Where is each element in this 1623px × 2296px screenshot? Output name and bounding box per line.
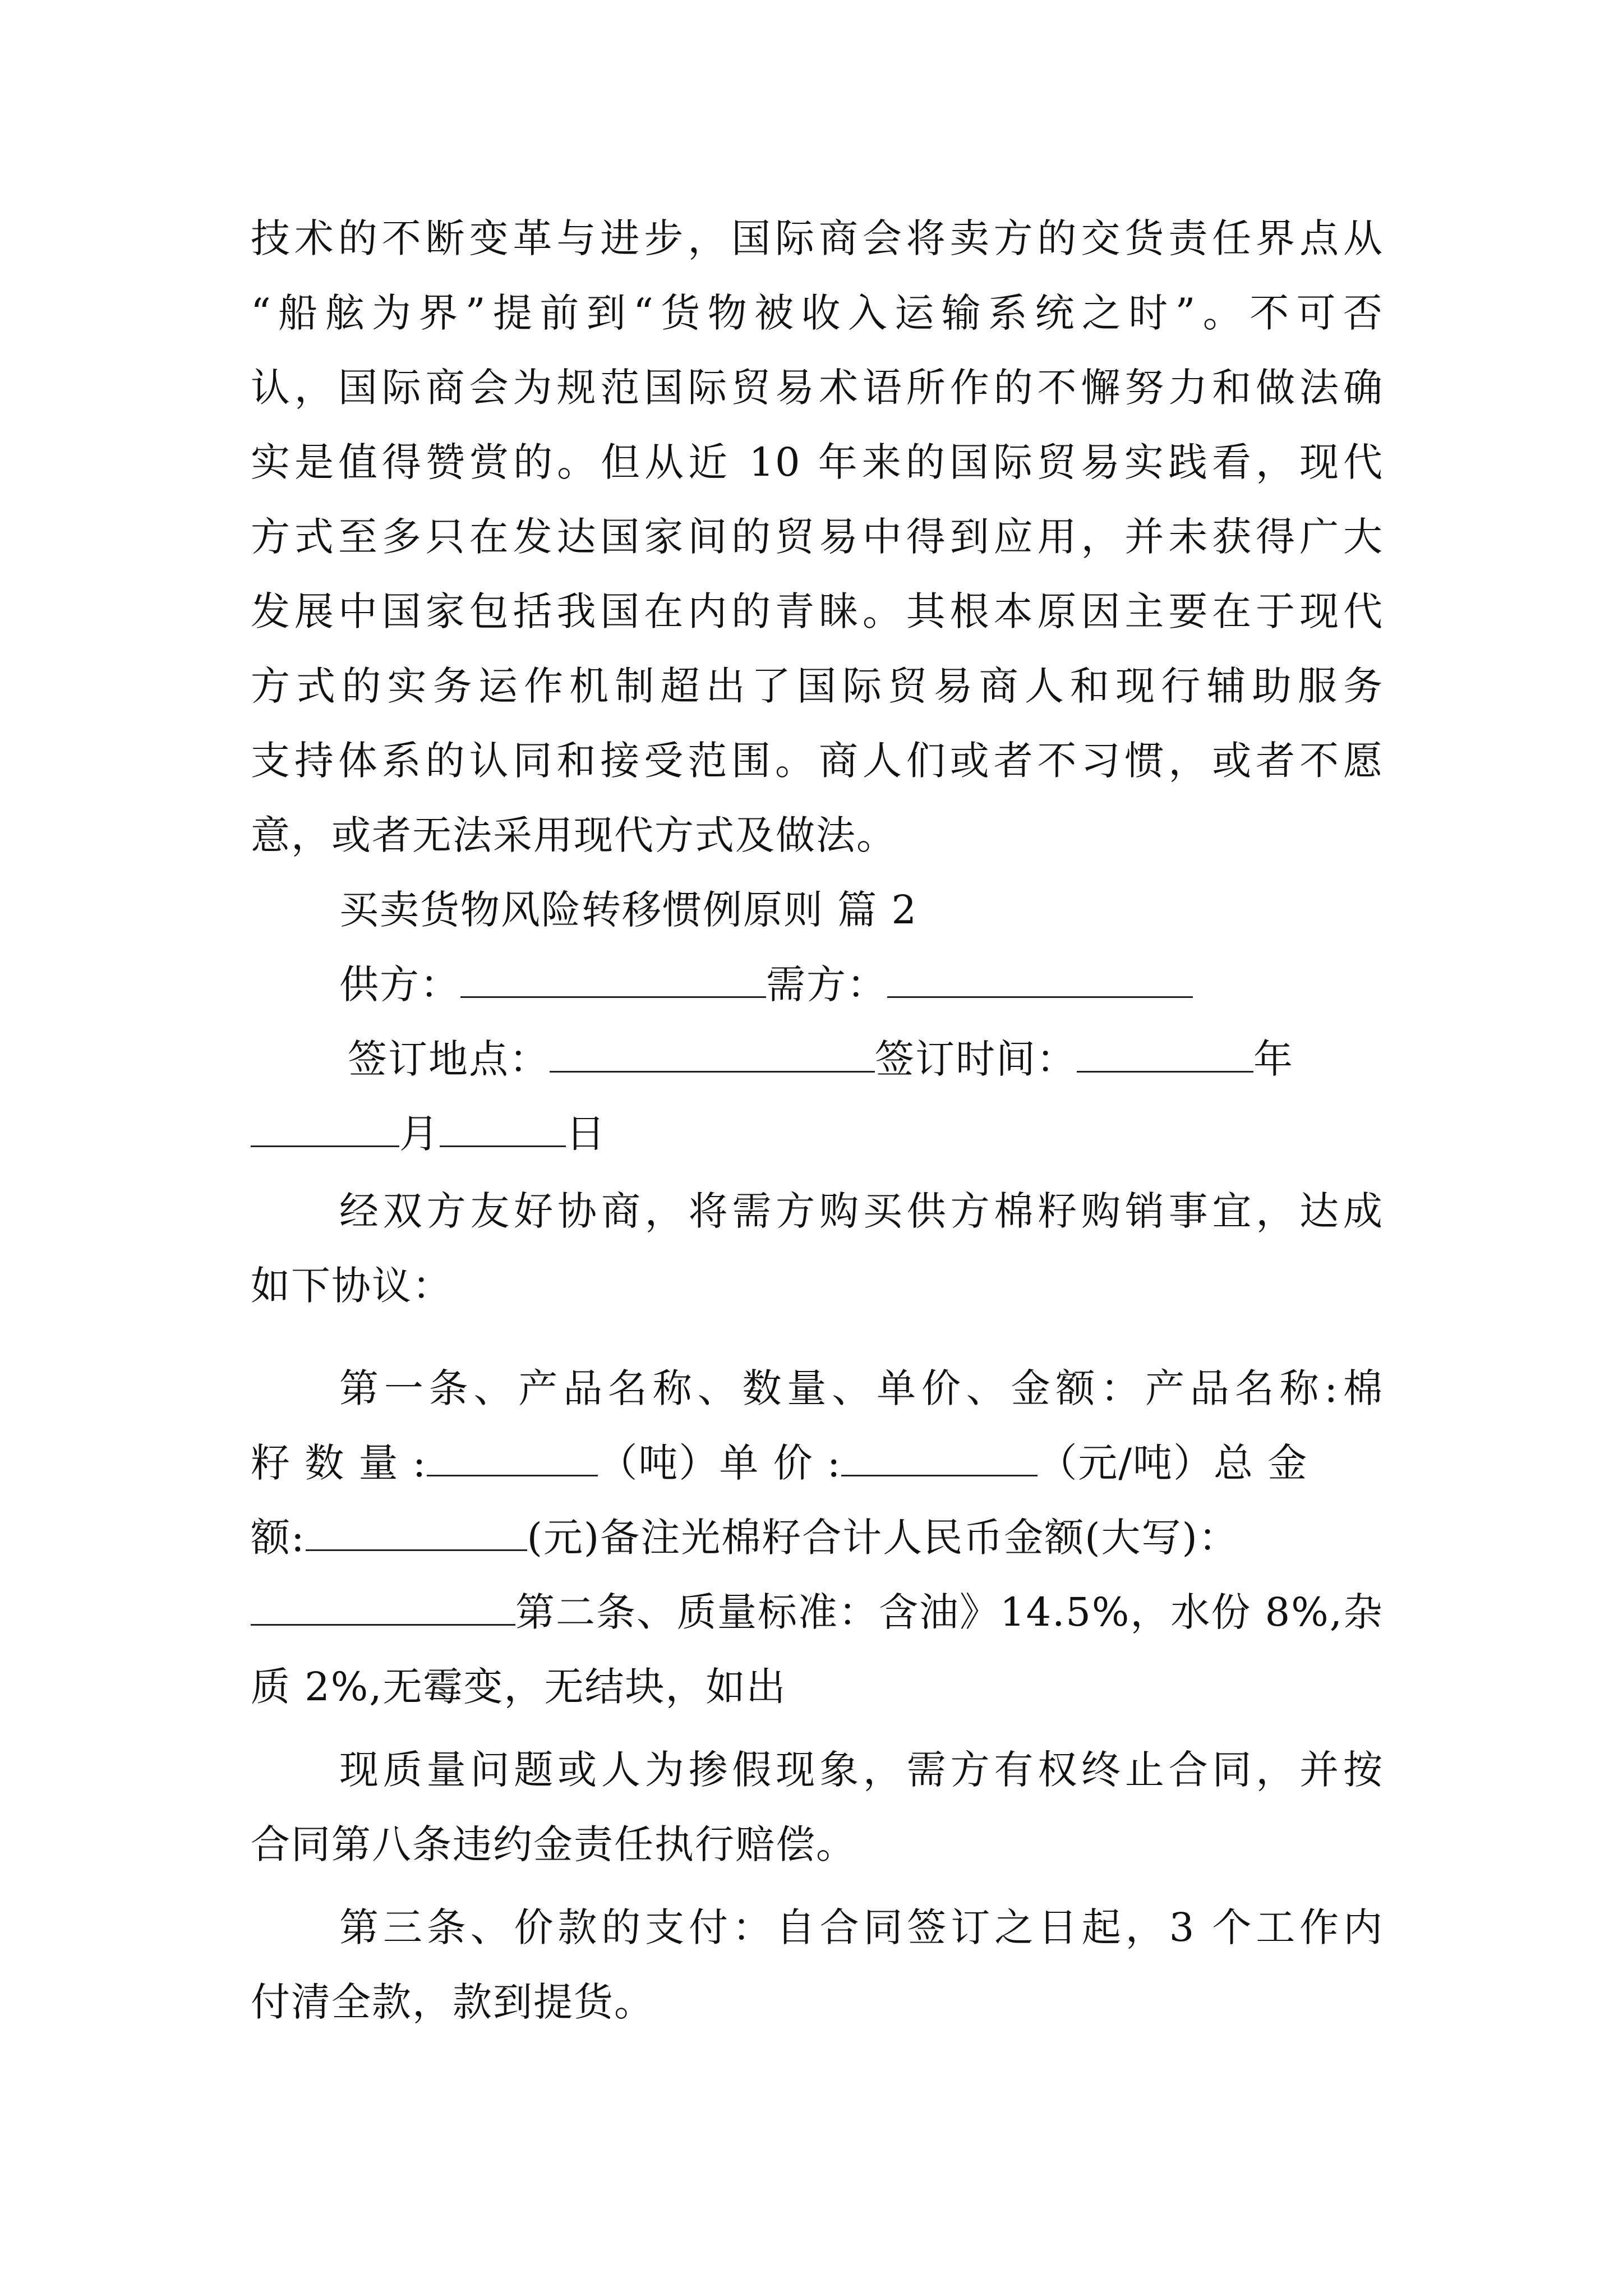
- supplier-field[interactable]: [460, 960, 766, 998]
- body-text-line: 认，国际商会为规范国际贸易术语所作的不懈努力和做法确: [251, 365, 1384, 411]
- body-text-line: 现质量问题或人为掺假现象，需方有权终止合同，并按: [339, 1747, 1384, 1793]
- parties-line: [339, 948, 1384, 1021]
- signing-month-field[interactable]: [251, 1110, 399, 1147]
- article-1-heading: 第一条、产品名称、数量、单价、金额：产品名称:棉: [339, 1365, 1384, 1411]
- body-text-line: 如下协议：: [251, 1263, 453, 1309]
- signing-time-label: 签订时间：: [875, 1036, 1077, 1082]
- signing-place-field[interactable]: [550, 1035, 875, 1073]
- quantity-field[interactable]: [427, 1439, 598, 1476]
- body-text-line: 合同第八条违约金责任执行赔偿。: [251, 1821, 856, 1867]
- day-label: 日: [566, 1111, 606, 1157]
- body-text-line: 方式至多只在发达国家间的贸易中得到应用，并未获得广大: [251, 514, 1384, 560]
- amount-field[interactable]: [306, 1513, 527, 1551]
- signing-date-line: [251, 1097, 1384, 1170]
- signing-day-field[interactable]: [440, 1110, 566, 1147]
- body-text-line: 付清全款，款到提货。: [251, 1979, 654, 2025]
- article-1-quantity-line: [251, 1427, 1384, 1499]
- body-text-line: 质 2%,无霉变，无结块，如出: [251, 1664, 787, 1710]
- article-3-heading: 第三条、价款的支付：自合同签订之日起，3 个工作内: [339, 1904, 1384, 1950]
- article-2-text: 第二条、质量标准：含油》14.5%，水份 8%,杂: [515, 1589, 1384, 1635]
- signing-place-label: 签订地点：: [348, 1036, 550, 1082]
- buyer-field[interactable]: [887, 960, 1193, 998]
- buyer-label: 需方：: [766, 961, 887, 1007]
- body-text-line: 支持体系的认同和接受范围。商人们或者不习惯，或者不愿: [251, 738, 1384, 784]
- article-2-line: [251, 1576, 1384, 1649]
- article-1-amount-line: [251, 1501, 1384, 1574]
- body-text-line: 实是值得赞赏的。但从近 10 年来的国际贸易实践看，现代: [251, 439, 1384, 485]
- supplier-label: 供方：: [339, 961, 460, 1007]
- amount-label: 额:: [251, 1515, 306, 1561]
- signing-line: [348, 1023, 1384, 1096]
- body-text-line: 经双方友好协商，将需方购买供方棉籽购销事宜，达成: [339, 1188, 1384, 1234]
- amount-note: (元)备注光棉籽合计人民币金额(大写)：: [527, 1515, 1239, 1561]
- body-text-line: 意，或者无法采用现代方式及做法。: [251, 812, 897, 858]
- month-label: 月: [399, 1111, 440, 1157]
- body-text-line: 方式的实务运作机制超出了国际贸易商人和现行辅助服务: [251, 663, 1384, 709]
- body-text-line: 发展中国家包括我国在内的青睐。其根本原因主要在于现代: [251, 588, 1384, 634]
- section-title: 买卖货物风险转移惯例原则 篇 2: [339, 887, 918, 933]
- unit-price-field[interactable]: [841, 1439, 1038, 1476]
- amount-in-words-field[interactable]: [251, 1588, 515, 1626]
- quantity-label: 籽 数 量 :: [251, 1440, 427, 1486]
- total-label: （元/吨）总 金: [1038, 1440, 1308, 1486]
- year-label: 年: [1253, 1036, 1294, 1082]
- unit-price-label: （吨）单 价 :: [598, 1440, 842, 1486]
- body-text-line: 技术的不断变革与进步，国际商会将卖方的交货责任界点从: [251, 215, 1384, 261]
- signing-year-field[interactable]: [1077, 1035, 1253, 1073]
- body-text-line: “船舷为界”提前到“货物被收入运输系统之时”。不可否: [251, 290, 1384, 336]
